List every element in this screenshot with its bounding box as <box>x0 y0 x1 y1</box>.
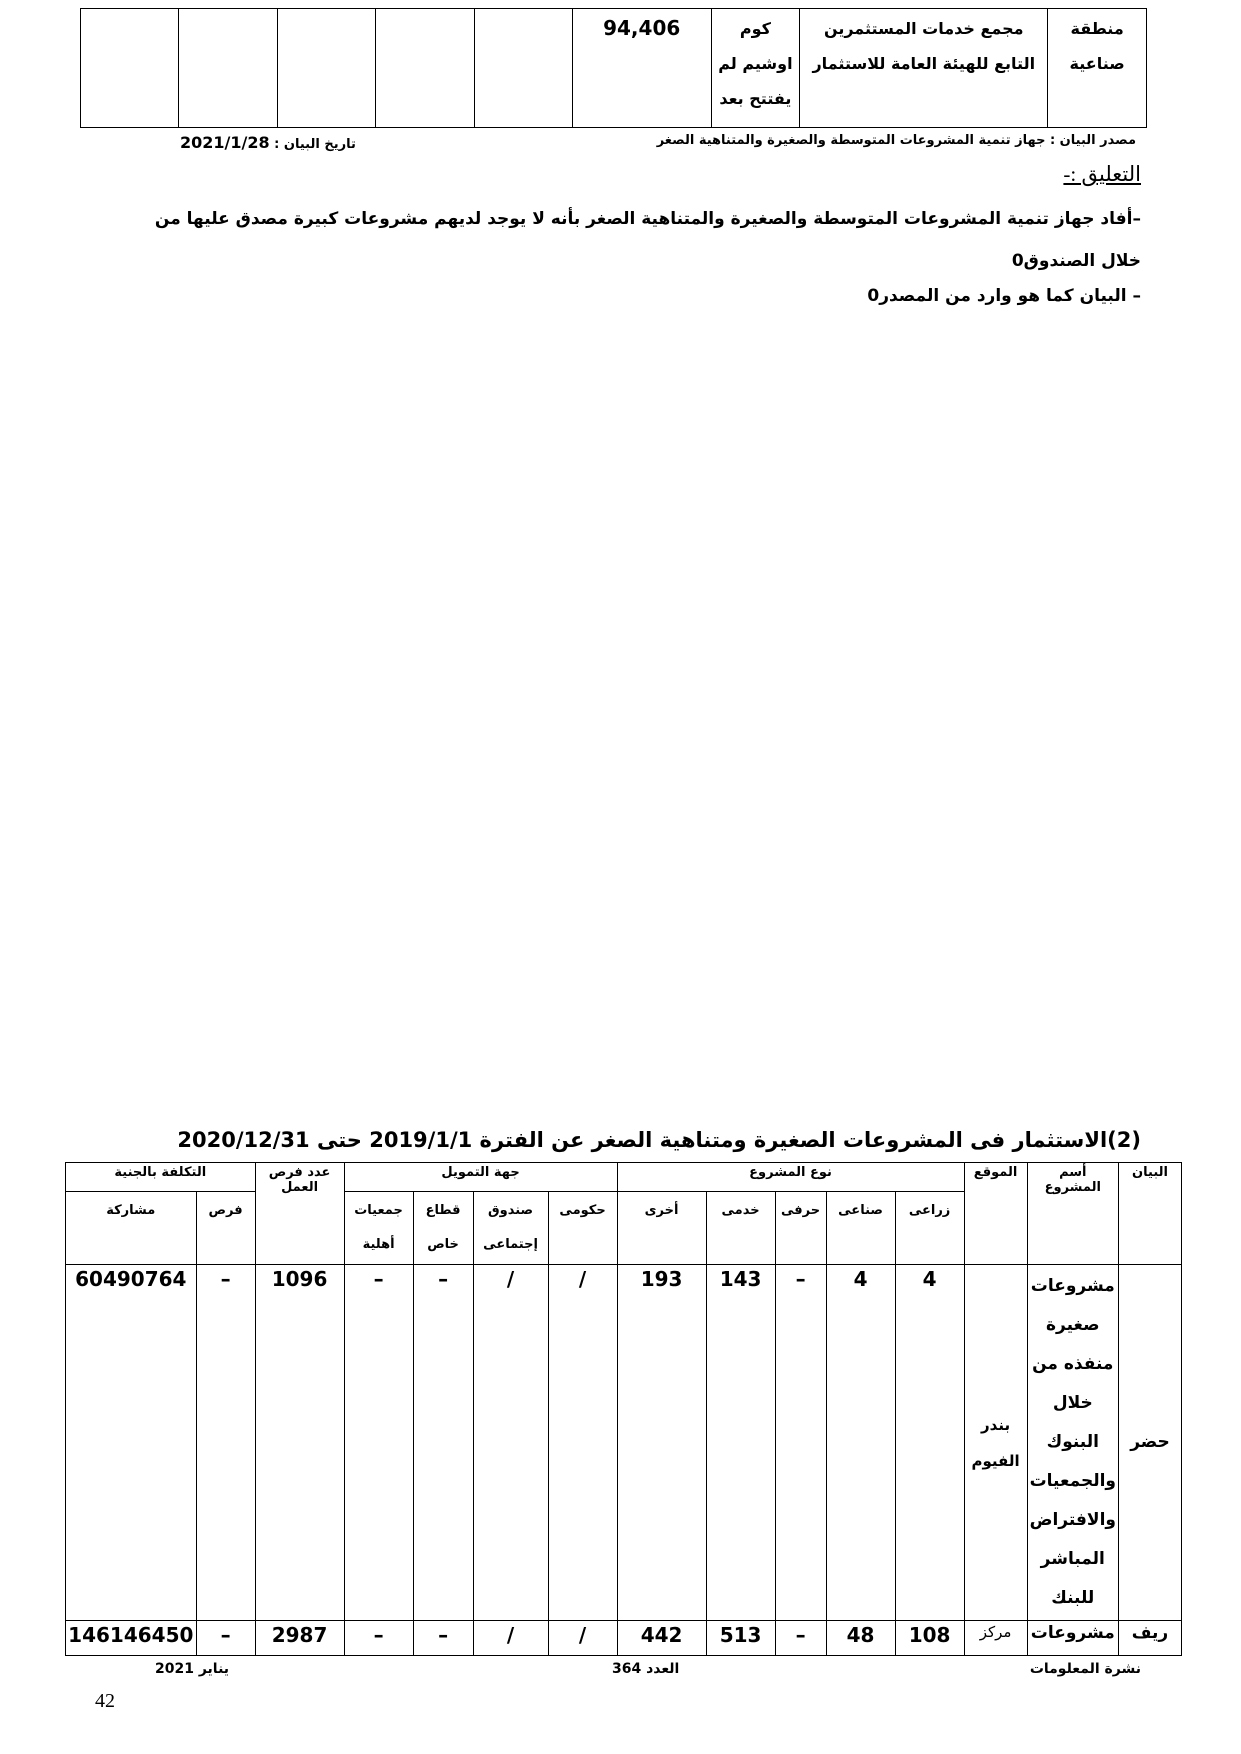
investment-table <box>65 1162 1182 1656</box>
cell-cost-jobs: – <box>196 1621 255 1656</box>
top-table <box>80 8 1147 128</box>
cell-fund-social: / <box>473 1265 548 1621</box>
header-statement: البيان <box>1119 1163 1182 1265</box>
cell-fund-gov: / <box>548 1621 617 1656</box>
cell-type-service: 143 <box>706 1265 775 1621</box>
cell-type-other: 442 <box>617 1621 706 1656</box>
cell-type-agri: 108 <box>895 1621 964 1656</box>
cell-type-agri: 4 <box>895 1265 964 1621</box>
footer-issue: العدد 364 <box>612 1661 680 1677</box>
header-row-1 <box>66 1163 1182 1192</box>
cell-type-service: 513 <box>706 1621 775 1656</box>
header-fund-ngo: جمعيات أهلية <box>344 1192 413 1265</box>
top-cell-name: مجمع خدمات المستثمرين التابع للهيئة العامة للاستثمار <box>800 9 1048 128</box>
cell-fund-social: / <box>473 1621 548 1656</box>
top-cell-empty <box>376 9 474 128</box>
header-cost-share: مشاركة <box>66 1192 197 1265</box>
header-location: الموقع <box>964 1163 1027 1265</box>
cell-project-name: مشروعات صغيرة منفذه من خلال البنوك والجمعيات والافتراض المباشر للبنك <box>1027 1265 1118 1621</box>
top-cell-empty <box>81 9 179 128</box>
cell-statement: ريف <box>1119 1621 1182 1656</box>
header-cost: التكلفة بالجنية <box>66 1163 256 1192</box>
source-date <box>180 133 356 152</box>
cell-fund-gov: / <box>548 1265 617 1621</box>
cell-cost-share: 146146450 <box>66 1621 197 1656</box>
header-jobs: عدد فرص العمل <box>255 1163 344 1265</box>
header-type-agri: زراعى <box>895 1192 964 1265</box>
header-fund-private: قطاع خاص <box>413 1192 473 1265</box>
page-number: 42 <box>95 1690 115 1712</box>
cell-cost-jobs: – <box>196 1265 255 1621</box>
header-type-other: أخرى <box>617 1192 706 1265</box>
cell-fund-ngo: – <box>344 1621 413 1656</box>
header-project-name: أسم المشروع <box>1027 1163 1118 1265</box>
top-cell-location: كوم اوشيم لم يفتتح بعد <box>711 9 800 128</box>
top-table-row <box>81 9 1147 128</box>
cell-jobs: 1096 <box>255 1265 344 1621</box>
header-fund-social: صندوق إجتماعى <box>473 1192 548 1265</box>
header-type-craft: حرفى <box>775 1192 826 1265</box>
table-row <box>66 1265 1182 1621</box>
header-type-industrial: صناعى <box>826 1192 895 1265</box>
footer-date: يناير 2021 <box>155 1661 230 1677</box>
source-date-value: 2021/1/28 <box>180 133 270 152</box>
top-cell-empty <box>474 9 572 128</box>
cell-fund-ngo: – <box>344 1265 413 1621</box>
cell-type-industrial: 4 <box>826 1265 895 1621</box>
cell-fund-private: – <box>413 1621 473 1656</box>
cell-location: مركز <box>964 1621 1027 1656</box>
cell-type-industrial: 48 <box>826 1621 895 1656</box>
comment-line-1: –أفاد جهاز تنمية المشروعات المتوسطة والصغيرة والمتناهية الصغر بأنه لا يوجد لديهم مشروعات كبيرة مصدق عليها من خلال الصندوق0 <box>154 209 1141 271</box>
cell-type-craft: – <box>775 1265 826 1621</box>
cell-statement: حضر <box>1119 1265 1182 1621</box>
header-cost-jobs: فرص <box>196 1192 255 1265</box>
top-cell-empty <box>277 9 375 128</box>
header-funding: جهة التمويل <box>344 1163 617 1192</box>
cell-project-name: مشروعات <box>1027 1621 1118 1656</box>
source-label: مصدر البيان : جهاز تنمية المشروعات المتوسطة والصغيرة والمتناهية الصغر <box>656 133 1136 148</box>
table2-title: (2)الاستثمار فى المشروعات الصغيرة ومتناهية الصغر عن الفترة 2019/1/1 حتى 2020/12/31 <box>177 1128 1141 1152</box>
top-cell-area: 94,406 <box>572 9 711 128</box>
cell-type-other: 193 <box>617 1265 706 1621</box>
source-date-label: تاريخ البيان : <box>274 137 356 152</box>
header-fund-gov: حكومى <box>548 1192 617 1265</box>
top-cell-empty <box>179 9 277 128</box>
cell-jobs: 2987 <box>255 1621 344 1656</box>
cell-type-craft: – <box>775 1621 826 1656</box>
cell-location: بندر الفيوم <box>964 1265 1027 1621</box>
comment-line-2: – البيان كما هو وارد من المصدر0 <box>867 286 1141 306</box>
table-row <box>66 1621 1182 1656</box>
header-type-service: خدمى <box>706 1192 775 1265</box>
comment-heading: التعليق :- <box>1063 162 1141 186</box>
header-project-type: نوع المشروع <box>617 1163 964 1192</box>
footer-publication: نشرة المعلومات <box>1029 1661 1141 1677</box>
cell-cost-share: 60490764 <box>66 1265 197 1621</box>
top-cell-type: منطقة صناعية <box>1048 9 1147 128</box>
cell-fund-private: – <box>413 1265 473 1621</box>
